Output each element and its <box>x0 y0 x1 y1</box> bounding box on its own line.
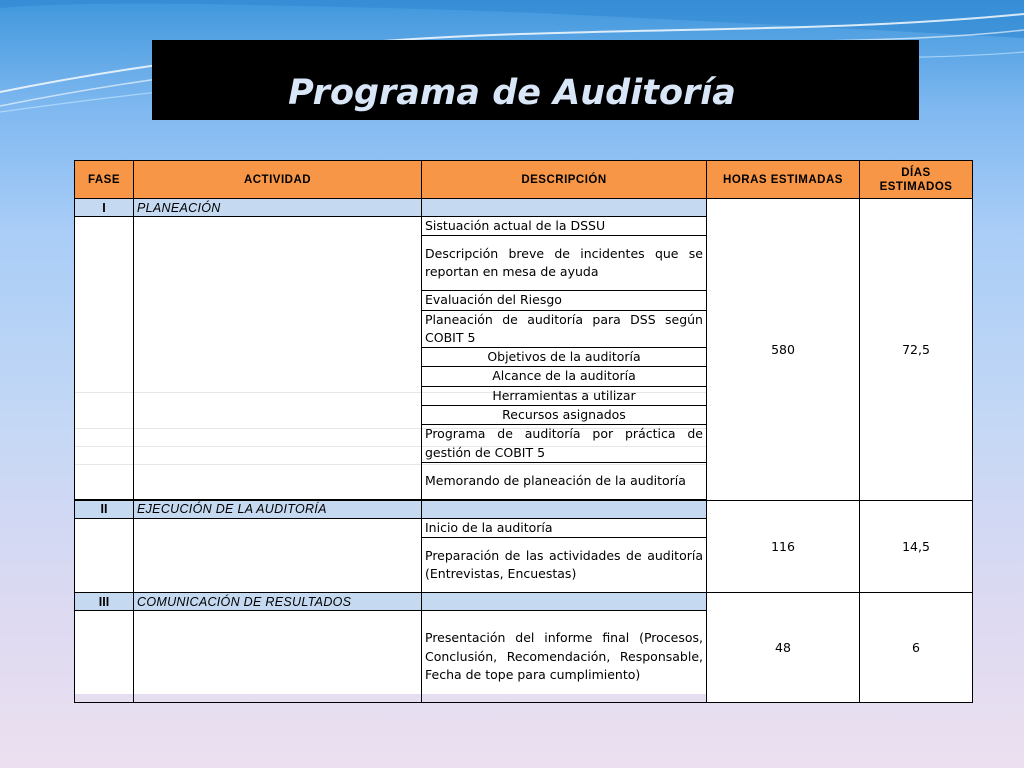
actividad-cell <box>134 611 422 703</box>
table-header-row <box>75 161 973 199</box>
header-descripcion: DESCRIPCIÓN <box>422 161 707 199</box>
fase-cell <box>75 217 134 500</box>
description-item: Alcance de la auditoría <box>422 367 707 386</box>
phase-number: III <box>75 593 134 611</box>
description-item: Preparación de las actividades de auditoría (Entrevistas, Encuestas) <box>422 538 707 593</box>
phase-number: II <box>75 500 134 518</box>
phase-description-cell <box>422 500 707 518</box>
phase-number: I <box>75 199 134 217</box>
description-item: Sistuación actual de la DSSU <box>422 217 707 236</box>
description-item: Memorando de planeación de la auditoría <box>422 462 707 499</box>
header-horas-estimadas: HORAS ESTIMADAS <box>707 161 860 199</box>
header-dias-estimados: DÍAS ESTIMADOS <box>860 161 973 199</box>
dias-estimados-value: 14,5 <box>860 500 973 592</box>
phase-description-cell <box>422 199 707 217</box>
phase-name: EJECUCIÓN DE LA AUDITORÍA <box>134 500 422 518</box>
dias-estimados-value: 72,5 <box>860 199 973 501</box>
phase-name: COMUNICACIÓN DE RESULTADOS <box>134 593 422 611</box>
description-item: Programa de auditoría por práctica de gestión de COBIT 5 <box>422 425 707 463</box>
dias-estimados-value: 6 <box>860 593 973 703</box>
description-item: Objetivos de la auditoría <box>422 348 707 367</box>
actividad-cell <box>134 217 422 500</box>
horas-estimadas-value: 580 <box>707 199 860 501</box>
phase-row <box>75 500 973 518</box>
audit-program-table-wrap <box>74 160 972 694</box>
phase-name: PLANEACIÓN <box>134 199 422 217</box>
fase-cell <box>75 518 134 592</box>
phase-description-cell <box>422 593 707 611</box>
description-item: Herramientas a utilizar <box>422 386 707 405</box>
phase-row <box>75 199 973 217</box>
description-item: Descripción breve de incidentes que se reportan en mesa de ayuda <box>422 236 707 291</box>
description-item: Presentación del informe final (Procesos, Conclusión, Recomendación, Responsable, Fecha de tope para cumplimiento) <box>422 611 707 703</box>
page-title: Programa de Auditoría <box>288 73 736 113</box>
fase-cell <box>75 611 134 703</box>
header-fase: FASE <box>75 161 134 199</box>
description-item: Planeación de auditoría para DSS según COBIT 5 <box>422 310 707 348</box>
description-item: Inicio de la auditoría <box>422 518 707 537</box>
horas-estimadas-value: 116 <box>707 500 860 592</box>
description-item: Recursos asignados <box>422 406 707 425</box>
phase-row <box>75 593 973 611</box>
horas-estimadas-value: 48 <box>707 593 860 703</box>
audit-program-table <box>74 160 973 703</box>
actividad-cell <box>134 518 422 592</box>
header-actividad: ACTIVIDAD <box>134 161 422 199</box>
description-item: Evaluación del Riesgo <box>422 291 707 310</box>
